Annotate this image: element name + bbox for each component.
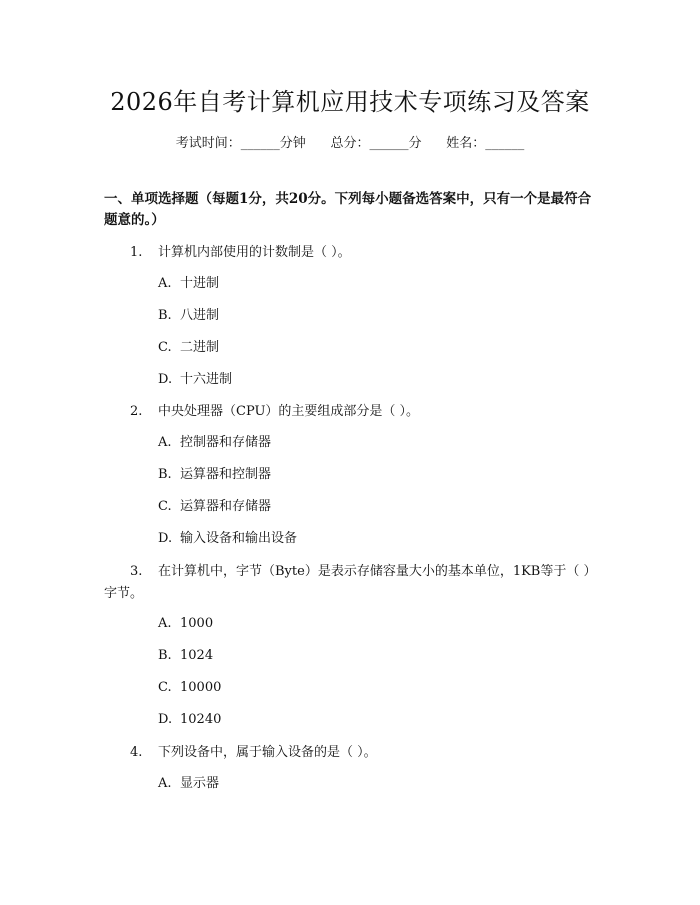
option-letter: D.	[158, 712, 173, 727]
q3-option-d	[158, 710, 221, 730]
option-letter: A.	[158, 435, 172, 450]
option-letter: B.	[158, 467, 172, 482]
question-number: 4.	[130, 745, 143, 760]
section-heading: 一、单项选择题（每题1分，共20分。下列每小题备选答案中，只有一个是最符合题意的。）	[104, 191, 592, 228]
q4-option-a	[158, 774, 219, 794]
option-text: 输入设备和输出设备	[180, 531, 298, 546]
option-letter: A.	[158, 276, 172, 291]
question-number: 2.	[130, 404, 143, 419]
option-text: 运算器和控制器	[180, 467, 272, 482]
exam-meta-line: 考试时间：______分钟 总分：______分 姓名：______	[175, 136, 525, 151]
option-text: 显示器	[180, 776, 220, 791]
q1-option-d	[158, 370, 232, 390]
option-text: 二进制	[180, 340, 220, 355]
option-text: 控制器和存储器	[180, 435, 272, 450]
question-number: 3.	[130, 564, 143, 579]
question-text: 中央处理器（CPU）的主要组成部分是（ ）。	[158, 404, 420, 419]
q1-option-c	[158, 338, 219, 358]
option-text: 1000	[180, 616, 214, 631]
option-letter: A.	[158, 776, 172, 791]
option-text: 10000	[180, 680, 222, 695]
option-letter: C.	[158, 340, 172, 355]
q1-option-a	[158, 274, 219, 294]
option-letter: C.	[158, 499, 172, 514]
option-letter: A.	[158, 616, 172, 631]
question-1	[130, 242, 600, 264]
question-number: 1.	[130, 245, 143, 260]
option-letter: B.	[158, 308, 172, 323]
question-2	[130, 401, 600, 423]
option-letter: C.	[158, 680, 172, 695]
question-text: 计算机内部使用的计数制是（ ）。	[158, 245, 351, 260]
q2-option-b	[158, 465, 271, 485]
question-4	[130, 742, 600, 764]
option-letter: D.	[158, 531, 173, 546]
document-title: 2026年自考计算机应用技术专项练习及答案	[110, 88, 590, 116]
q1-option-b	[158, 306, 219, 326]
q2-option-a	[158, 433, 271, 453]
option-letter: D.	[158, 372, 173, 387]
option-text: 运算器和存储器	[180, 499, 272, 514]
q2-option-d	[158, 529, 297, 549]
question-text: 下列设备中，属于输入设备的是（ ）。	[158, 745, 377, 760]
q3-option-b	[158, 646, 213, 666]
option-text: 八进制	[180, 308, 220, 323]
option-text: 10240	[180, 712, 222, 727]
option-text: 十进制	[180, 276, 220, 291]
q3-option-c	[158, 678, 221, 698]
option-text: 十六进制	[180, 372, 233, 387]
q3-option-a	[158, 614, 213, 634]
option-text: 1024	[180, 648, 214, 663]
question-text: 在计算机中，字节（Byte）是表示存储容量大小的基本单位，1KB等于（ ）字节。	[104, 564, 597, 601]
q2-option-c	[158, 497, 271, 517]
question-3	[104, 561, 600, 605]
option-letter: B.	[158, 648, 172, 663]
